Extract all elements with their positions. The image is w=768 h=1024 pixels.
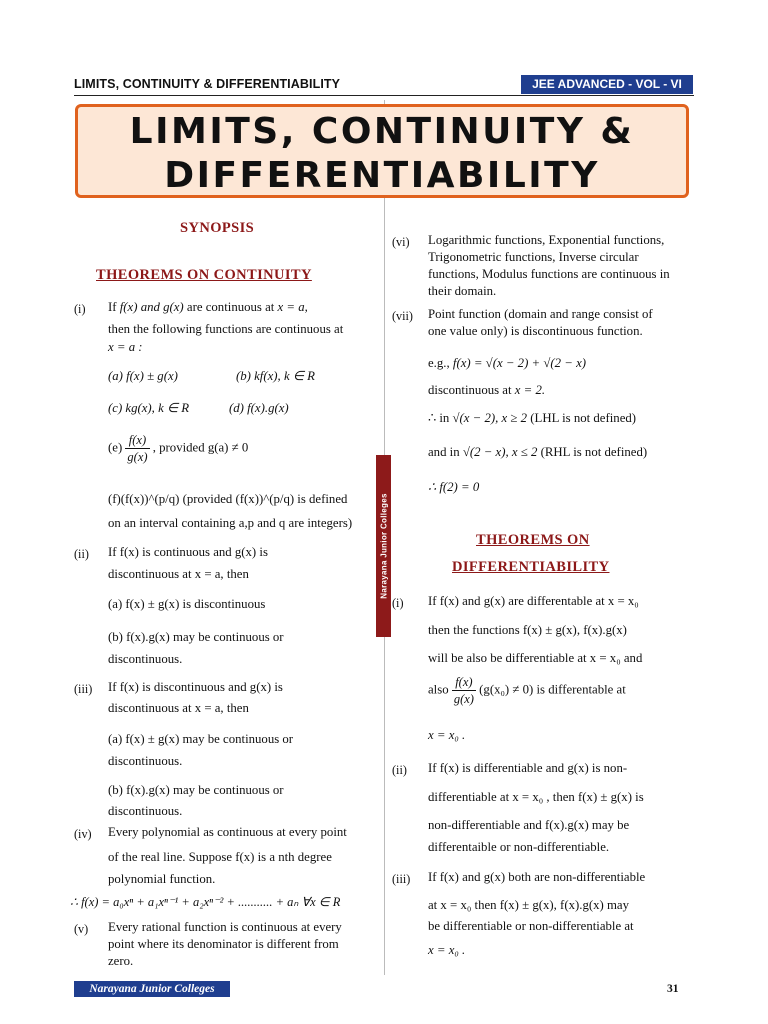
diff-iii-line1: If f(x) and g(x) both are non-differentiable: [428, 870, 646, 884]
continuity-vi-line2: Trigonometric functions, Inverse circular: [428, 250, 639, 264]
continuity-v-line1: Every rational function is continuous at every: [108, 920, 342, 934]
item-number: (i): [74, 302, 86, 316]
diff-i-line5: x = x₀ .: [428, 728, 466, 742]
diff-ii-line1: If f(x) is differentiable and g(x) is non-: [428, 761, 628, 775]
fraction: [452, 674, 476, 707]
rhl-line: [428, 444, 647, 461]
diff-i-line1: If f(x) and g(x) are differentable at x = x₀: [428, 594, 639, 608]
item-number: (iv): [74, 827, 92, 841]
side-brand-strip: [376, 455, 391, 637]
continuity-iii-line1: If f(x) is discontinuous and g(x) is: [108, 680, 283, 694]
continuity-ii-line2: discontinuous at x = a, then: [108, 567, 249, 581]
math-expr: √(2 − x), x ≤ 2: [462, 445, 538, 459]
continuity-iii-b1: (b) f(x).g(x) may be continuous or: [108, 783, 284, 797]
math-expr: √(x − 2), x ≥ 2: [452, 411, 528, 425]
text: (RHL is not defined): [540, 445, 648, 459]
item-number: (iii): [74, 682, 93, 696]
continuity-vi-line1: Logarithmic functions, Exponential functions,: [428, 233, 665, 247]
continuity-vii-line1: Point function (domain and range consist of: [428, 307, 653, 321]
item-number: (vii): [392, 309, 413, 323]
diff-ii-line3: non-differentiable and f(x).g(x) may be: [428, 818, 630, 832]
diff-iii-line3: be differentiable or non-differentiable at: [428, 919, 634, 933]
differentiability-heading-2: DIFFERENTIABILITY: [452, 559, 610, 575]
denominator: g(x): [453, 692, 474, 706]
volume-badge: JEE ADVANCED - VOL - VI: [521, 75, 693, 94]
side-brand-text: Narayana Junior Colleges: [379, 493, 388, 599]
math-expr: f(x) and g(x): [119, 300, 184, 314]
item-number: (ii): [392, 763, 407, 777]
continuity-ii-line1: If f(x) is continuous and g(x) is: [108, 545, 268, 559]
polynomial-formula: ∴ f(x) = a₀xⁿ + a₁xⁿ⁻¹ + a₂xⁿ⁻² + ........... + aₙ ∀x ∈ R: [70, 895, 341, 909]
diff-ii-line4: differentaible or non-differentiable.: [428, 840, 610, 854]
text: , provided g(a) ≠ 0: [152, 440, 249, 455]
footer-brand: Narayana Junior Colleges: [74, 981, 230, 997]
continuity-i-e: [108, 432, 248, 465]
chapter-title-line2: DIFFERENTIABILITY: [164, 155, 600, 196]
continuity-ii-b2: discontinuous.: [108, 652, 183, 666]
continuity-vi-line3: functions, Modulus functions are continuous in: [428, 267, 670, 281]
math-expr: x = a,: [277, 300, 308, 314]
text: e.g.,: [428, 356, 450, 370]
item-number: (i): [392, 596, 404, 610]
continuity-i-d: (d) f(x).g(x): [229, 401, 289, 415]
continuity-ii-a: (a) f(x) ± g(x) is discontinuous: [108, 597, 266, 611]
item-number: (ii): [74, 547, 89, 561]
synopsis-heading: SYNOPSIS: [180, 220, 255, 236]
continuity-iii-a2: discontinuous.: [108, 754, 183, 768]
math-expr: f(x) = √(x − 2) + √(2 − x): [452, 356, 587, 370]
item-number: (v): [74, 922, 89, 936]
continuity-v-line2: point where its denominator is different from: [108, 937, 339, 951]
continuity-section-heading: THEOREMS ON CONTINUITY: [96, 267, 312, 283]
header-rule: [74, 95, 694, 96]
text: are continuous at: [186, 300, 275, 314]
text: If: [108, 300, 117, 314]
text: (LHL is not defined): [530, 411, 637, 425]
chapter-title-box: [75, 104, 689, 198]
diff-i-line4: [428, 674, 626, 707]
f-of-2-line: ∴ f(2) = 0: [428, 480, 480, 494]
continuity-vi-line4: their domain.: [428, 284, 497, 298]
continuity-iii-line2: discontinuous at x = a, then: [108, 701, 249, 715]
diff-iii-line2: at x = x₀ then f(x) ± g(x), f(x).g(x) may: [428, 898, 629, 912]
continuity-v-line3: zero.: [108, 954, 134, 968]
text: discontinuous at: [428, 383, 512, 397]
running-header: LIMITS, CONTINUITY & DIFFERENTIABILITY: [74, 77, 341, 91]
continuity-i-f-line1: (f)(f(x))^(p/q) (provided (f(x))^(p/q) is defined: [108, 492, 348, 506]
diff-ii-line2: differentiable at x = x₀ , then f(x) ± g(x) is: [428, 790, 644, 804]
page-number: 31: [667, 983, 679, 995]
continuity-i-a: (a) f(x) ± g(x): [108, 369, 178, 383]
continuity-i-f-line2: on an interval containing a,p and q are integers): [108, 516, 353, 530]
continuity-iii-b2: discontinuous.: [108, 804, 183, 818]
example-line: [428, 355, 586, 372]
continuity-iv-line1: Every polynomial as continuous at every point: [108, 825, 347, 839]
item-number: (vi): [392, 235, 410, 249]
continuity-i-c: (c) kg(x), k ∈ R: [108, 401, 190, 415]
continuity-iii-a1: (a) f(x) ± g(x) may be continuous or: [108, 732, 294, 746]
chapter-title-line1: LIMITS, CONTINUITY &: [129, 111, 635, 152]
text: (g(x₀) ≠ 0) is differentable at: [479, 682, 626, 697]
math-expr: x = 2.: [514, 383, 546, 397]
discontinuous-at-line: [428, 382, 545, 399]
continuity-iv-line2: of the real line. Suppose f(x) is a nth degree: [108, 850, 332, 864]
continuity-i-line2: then the following functions are continuous at: [108, 322, 344, 336]
numerator: f(x): [125, 432, 149, 449]
diff-i-line2: then the functions f(x) ± g(x), f(x).g(x): [428, 623, 627, 637]
text: and in: [428, 445, 460, 459]
continuity-ii-b1: (b) f(x).g(x) may be continuous or: [108, 630, 284, 644]
continuity-i-line3: x = a :: [108, 340, 143, 354]
text: also: [428, 682, 449, 697]
numerator: f(x): [452, 674, 476, 691]
diff-i-line3: will be also be differentiable at x = x₀ and: [428, 651, 643, 665]
lhl-line: [428, 410, 636, 427]
continuity-vii-line2: one value only) is discontinuous function.: [428, 324, 643, 338]
continuity-i-b: (b) kf(x), k ∈ R: [236, 369, 315, 383]
fraction: [125, 432, 149, 465]
continuity-iv-line3: polynomial function.: [108, 872, 216, 886]
text: ∴ in: [428, 411, 450, 425]
item-number: (iii): [392, 872, 411, 886]
diff-iii-line4: x = x₀ .: [428, 943, 466, 957]
denominator: g(x): [127, 450, 148, 464]
differentiability-heading-1: THEOREMS ON: [476, 532, 590, 548]
continuity-i-line1: [108, 299, 308, 316]
text: (e): [108, 440, 123, 455]
